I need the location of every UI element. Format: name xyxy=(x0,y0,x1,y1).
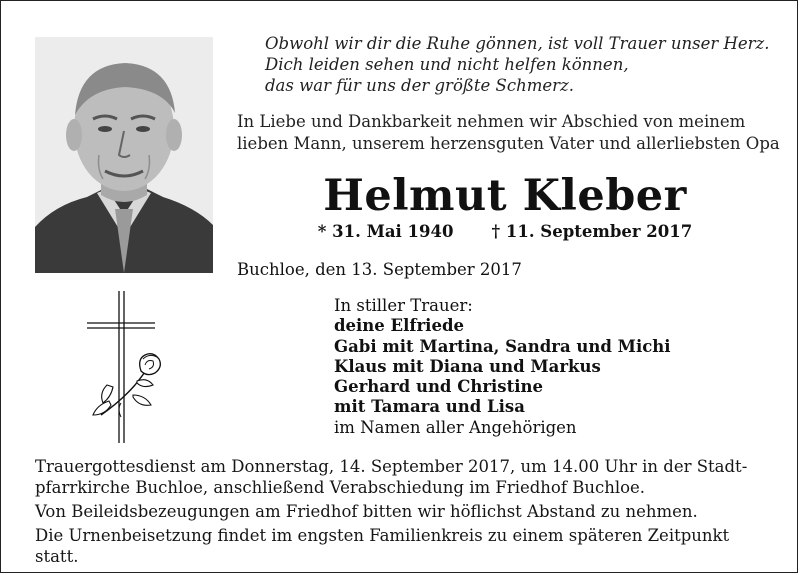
poem-line: Obwohl wir dir die Ruhe gönnen, ist voll Trauer unser Herz. xyxy=(265,34,770,53)
intro-line: In Liebe und Dankbarkeit nehmen wir Abschied von meinem xyxy=(237,112,746,131)
death-date: † 11. September 2017 xyxy=(491,222,693,241)
mourner-entry: Gerhard und Christine xyxy=(334,377,543,397)
mourner-entry: deine Elfriede xyxy=(334,316,464,336)
portrait-illustration xyxy=(35,37,213,273)
mourners-list xyxy=(334,296,794,438)
intro-line: lieben Mann, unserem herzensguten Vater und allerliebsten Opa xyxy=(237,134,780,153)
poem-line: Dich leiden sehen und nicht helfen können, xyxy=(265,55,629,74)
deceased-name: Helmut Kleber xyxy=(323,171,687,221)
place-and-date: Buchloe, den 13. September 2017 xyxy=(237,260,522,279)
mourner-entry: Klaus mit Diana und Markus xyxy=(334,356,601,376)
life-dates xyxy=(237,221,773,243)
condolence-note: Von Beileidsbezeugungen am Friedhof bitten wir höflichst Abstand zu nehmen. xyxy=(35,502,698,521)
mourner-entry: mit Tamara und Lisa xyxy=(334,397,525,417)
service-info: Trauergottesdienst am Donnerstag, 14. September 2017, um 14.00 Uhr in der Stadt-pfarrkirche Buchloe, anschließend Verabschiedung im Friedhof Buchloe. xyxy=(35,457,748,497)
poem xyxy=(265,33,785,96)
farewell-intro xyxy=(237,111,797,155)
urn-burial-note: Die Urnenbeisetzung findet im engsten Familienkreis zu einem späteren Zeitpunkt statt. xyxy=(35,526,730,566)
birth-date: * 31. Mai 1940 xyxy=(317,222,454,241)
mourners-heading: In stiller Trauer: xyxy=(334,296,473,315)
funeral-details xyxy=(35,456,775,567)
cross-with-rose-icon xyxy=(81,289,173,445)
mourners-closing: im Namen aller Angehörigen xyxy=(334,417,577,437)
mourner-entry: Gabi mit Martina, Sandra und Michi xyxy=(334,336,671,356)
portrait-photo xyxy=(35,37,213,273)
poem-line: das war für uns der größte Schmerz. xyxy=(265,76,574,95)
